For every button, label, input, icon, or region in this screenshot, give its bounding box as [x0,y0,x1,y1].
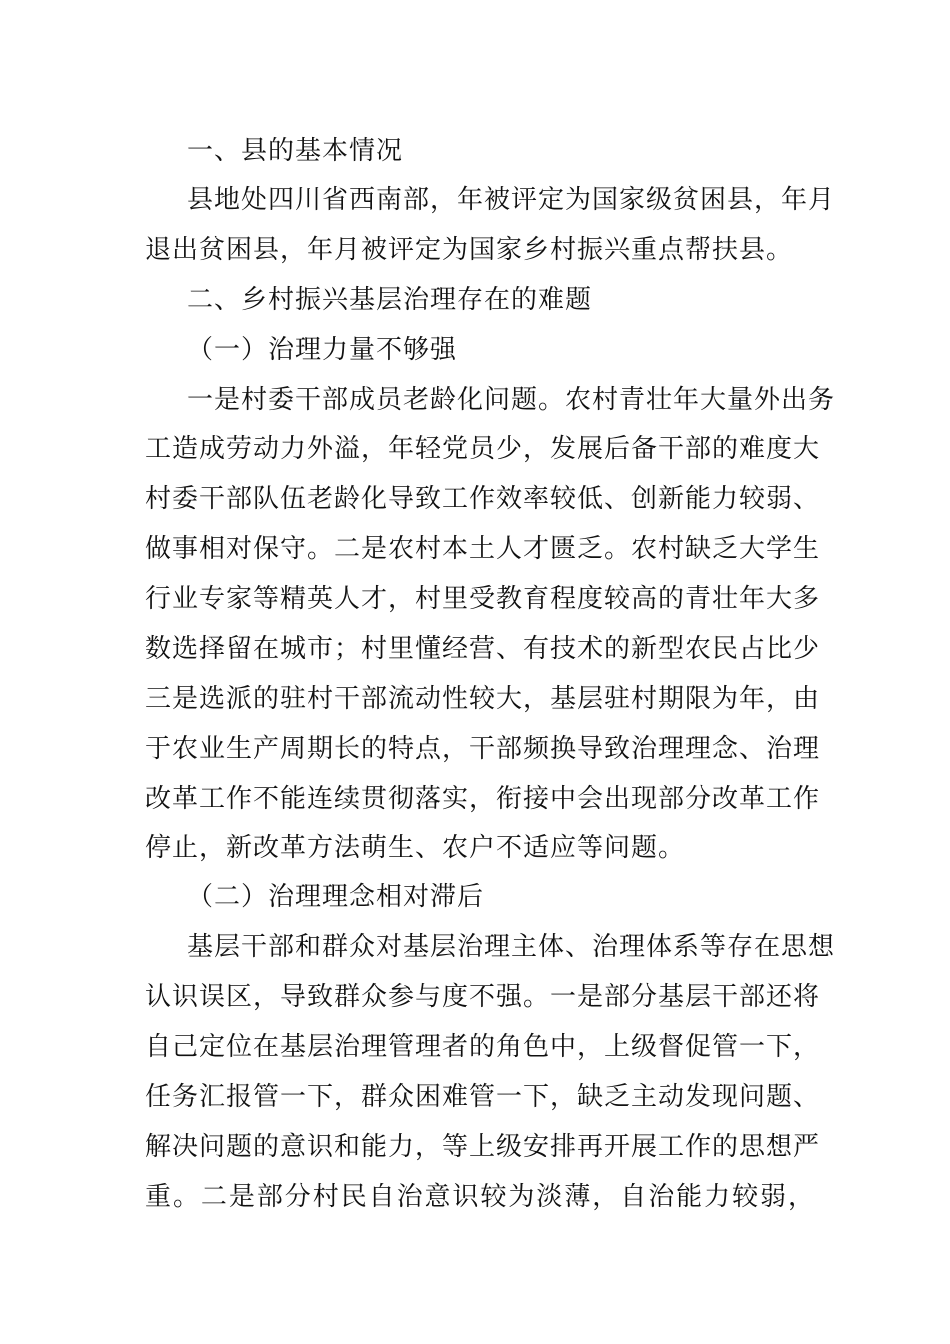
paragraph-line: 于农业生产周期长的特点，干部频换导致治理理念、治理 [145,734,821,764]
paragraph-line: 行业专家等精英人才，村里受教育程度较高的青壮年大多 [145,584,821,614]
section-heading-1: 一、县的基本情况 [187,136,404,166]
paragraph-line: 三是选派的驻村干部流动性较大，基层驻村期限为年，由 [145,684,821,714]
paragraph-line: 工造成劳动力外溢，年轻党员少，发展后备干部的难度大 [145,434,821,464]
paragraph-line: 认识误区，导致群众参与度不强。一是部分基层干部还将 [145,982,821,1012]
paragraph-line: 任务汇报管一下，群众困难管一下，缺乏主动发现问题、 [145,1082,821,1112]
paragraph-line: 数选择留在城市；村里懂经营、有技术的新型农民占比少 [145,634,821,664]
paragraph-line: 村委干部队伍老龄化导致工作效率较低、创新能力较弱、 [145,484,821,514]
paragraph-line: 做事相对保守。二是农村本土人才匮乏。农村缺乏大学生 [145,534,821,564]
paragraph-line: 一是村委干部成员老龄化问题。农村青壮年大量外出务 [187,385,836,415]
paragraph-line: 改革工作不能连续贯彻落实，衔接中会出现部分改革工作 [145,784,821,814]
section-heading-2: 二、乡村振兴基层治理存在的难题 [187,285,593,315]
paragraph-line: 自己定位在基层治理管理者的角色中，上级督促管一下， [145,1032,821,1062]
subsection-heading-1: （一）治理力量不够强 [187,335,458,365]
paragraph-line: 重。二是部分村民自治意识较为淡薄，自治能力较弱， [145,1182,815,1212]
paragraph-line: 解决问题的意识和能力，等上级安排再开展工作的思想严 [145,1132,821,1162]
paragraph-line: 县地处四川省西南部，年被评定为国家级贫困县，年月 [187,185,836,215]
paragraph-line: 退出贫困县，年月被评定为国家乡村振兴重点帮扶县。 [145,235,794,265]
paragraph-line: 基层干部和群众对基层治理主体、治理体系等存在思想 [187,932,836,962]
subsection-heading-2: （二）治理理念相对滞后 [187,882,485,912]
paragraph-line: 停止，新改革方法萌生、农户不适应等问题。 [145,833,686,863]
